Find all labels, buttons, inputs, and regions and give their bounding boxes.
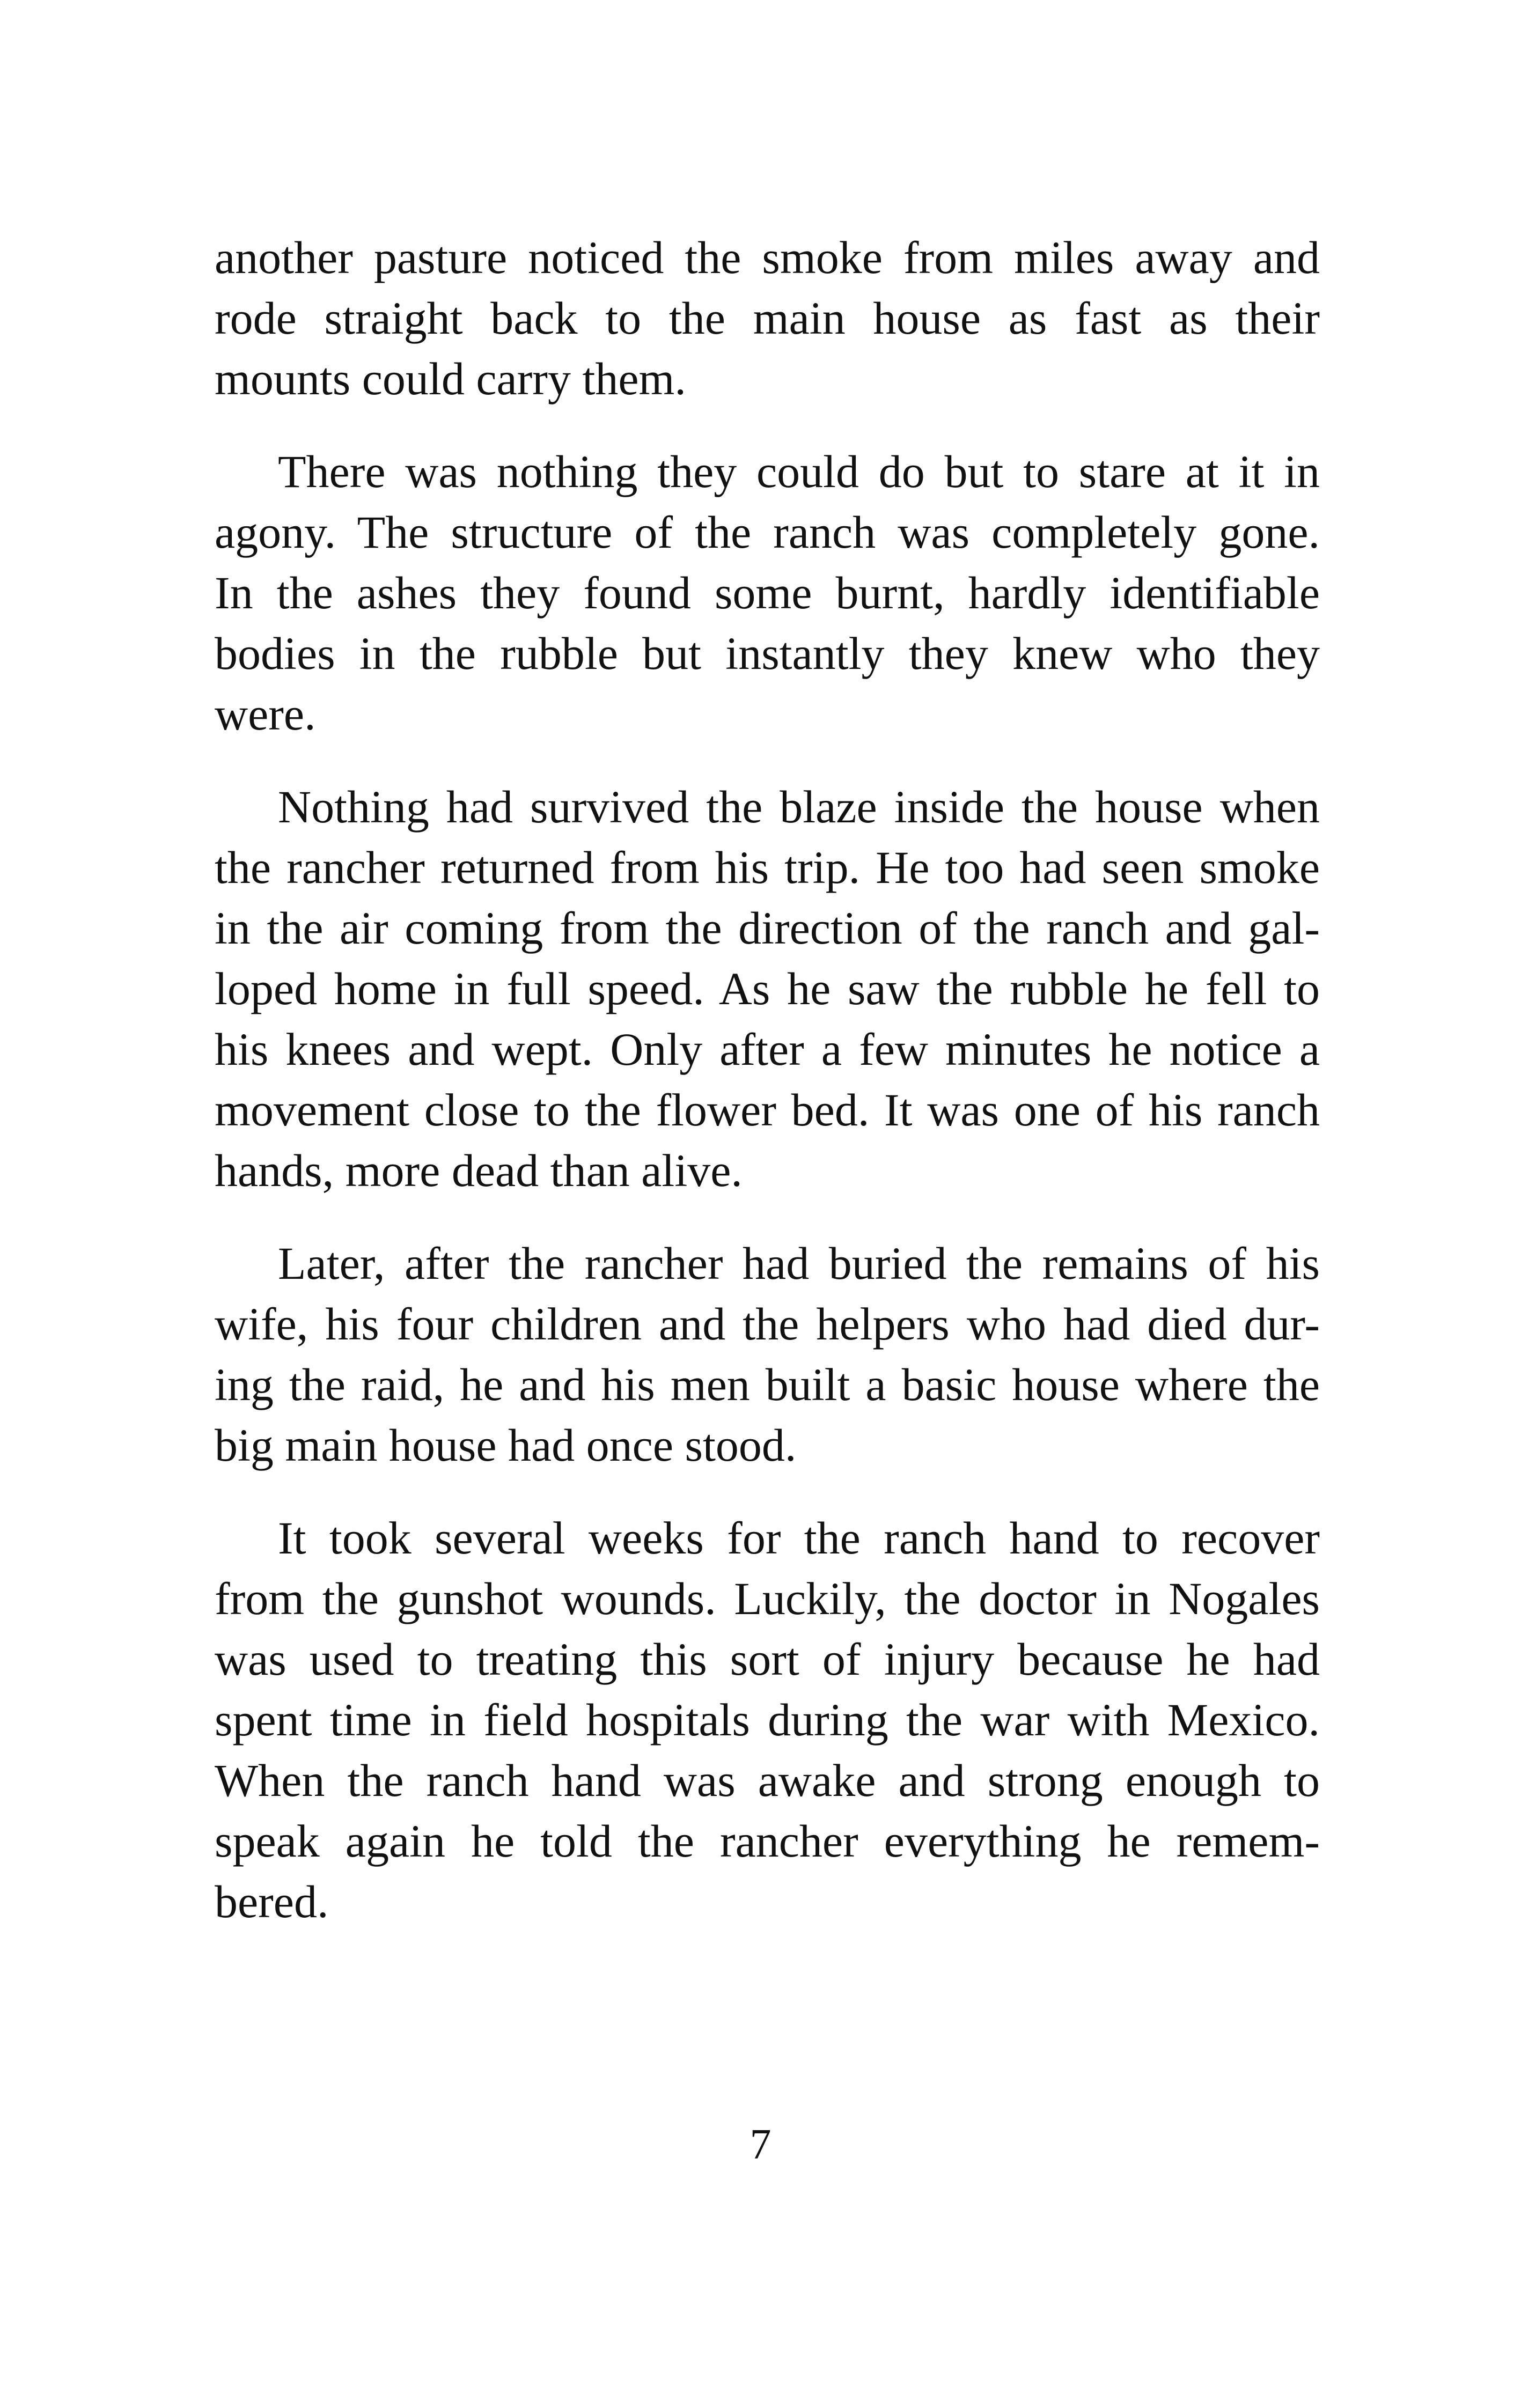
text-line: There was nothing they could do but to stare at it in — [278, 446, 1320, 497]
page-number: 7 — [750, 2121, 771, 2168]
text-line: rode straight back to the main house as fast as their — [215, 292, 1320, 344]
text-line: from the gunshot wounds. Luckily, the doctor in Nogales — [215, 1573, 1320, 1624]
paragraph — [215, 441, 1320, 745]
text-line: movement close to the flower bed. It was one of his ranch — [215, 1084, 1320, 1136]
paragraph — [215, 777, 1320, 1201]
text-line: When the ranch hand was awake and strong enough to — [215, 1755, 1320, 1806]
paragraph — [215, 1508, 1320, 1932]
text-line: In the ashes they found some burnt, hardly identifiable — [215, 567, 1320, 618]
text-line: It took several weeks for the ranch hand to recover — [278, 1512, 1320, 1564]
text-line: the rancher returned from his trip. He too had seen smoke — [215, 842, 1320, 893]
text-line: spent time in field hospitals during the war with Mexico. — [215, 1694, 1320, 1746]
paragraph — [215, 1233, 1320, 1476]
text-line: bodies in the rubble but instantly they knew who they — [215, 628, 1320, 679]
text-line: were. — [215, 688, 316, 740]
text-line: Later, after the rancher had buried the remains of his — [278, 1238, 1320, 1289]
text-line: wife, his four children and the helpers who had died dur- — [215, 1298, 1320, 1350]
text-line: mounts could carry them. — [215, 353, 686, 404]
text-line: hands, more dead than alive. — [215, 1145, 743, 1196]
body-text — [215, 227, 1320, 1964]
text-line: ing the raid, he and his men built a basic house where the — [215, 1359, 1320, 1410]
text-line: agony. The structure of the ranch was completely gone. — [215, 506, 1320, 558]
text-line: was used to treating this sort of injury because he had — [215, 1633, 1320, 1685]
text-line: his knees and wept. Only after a few minutes he notice a — [215, 1023, 1320, 1075]
text-line: speak again he told the rancher everything he remem- — [215, 1815, 1320, 1867]
text-line: another pasture noticed the smoke from miles away and — [215, 232, 1320, 283]
paragraph — [215, 227, 1320, 409]
text-line: big main house had once stood. — [215, 1419, 797, 1471]
text-line: loped home in full speed. As he saw the rubble he fell to — [215, 963, 1320, 1014]
text-line: in the air coming from the direction of the ranch and gal- — [215, 902, 1320, 954]
text-line: bered. — [215, 1876, 329, 1927]
text-line: Nothing had survived the blaze inside the house when — [278, 781, 1320, 833]
